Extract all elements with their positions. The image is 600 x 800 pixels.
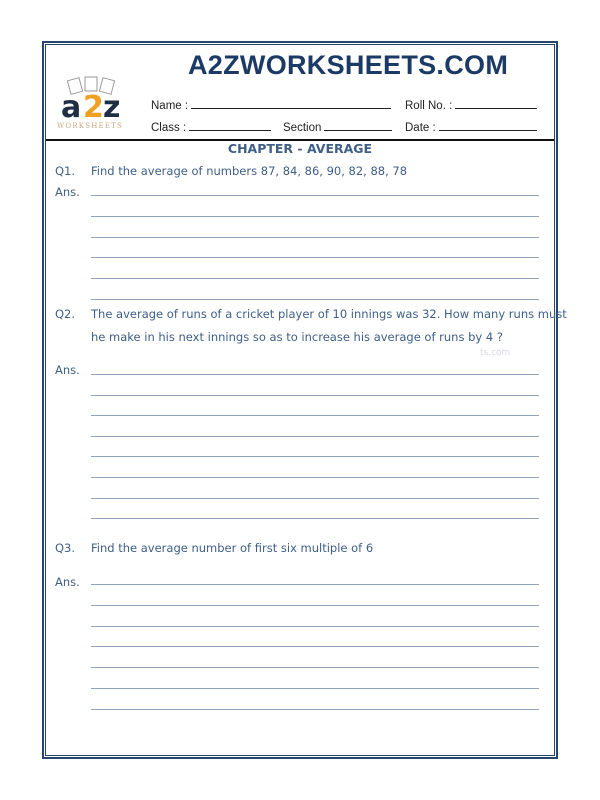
roll-blank[interactable] bbox=[455, 97, 537, 109]
q1-number: Q1. bbox=[55, 164, 76, 178]
answer-line[interactable] bbox=[91, 477, 539, 478]
class-blank[interactable] bbox=[189, 119, 271, 131]
q3-ans-label: Ans. bbox=[55, 575, 80, 589]
svg-text:2: 2 bbox=[83, 90, 104, 125]
answer-line[interactable] bbox=[91, 278, 539, 279]
roll-field[interactable]: Roll No. : bbox=[405, 97, 537, 112]
answer-line[interactable] bbox=[91, 667, 539, 668]
svg-text:z: z bbox=[103, 90, 121, 125]
answer-line[interactable] bbox=[91, 299, 539, 300]
a2z-logo bbox=[55, 75, 135, 130]
q2-ans-label: Ans. bbox=[55, 363, 80, 377]
q3-number: Q3. bbox=[55, 541, 76, 555]
answer-line[interactable] bbox=[91, 709, 539, 710]
answer-line[interactable] bbox=[91, 436, 539, 437]
q1-text: Find the average of numbers 87, 84, 86, 90, 82, 88, 78 bbox=[91, 164, 408, 178]
answer-line[interactable] bbox=[91, 237, 539, 238]
chapter-title: CHAPTER - AVERAGE bbox=[227, 141, 373, 156]
answer-line[interactable] bbox=[91, 374, 539, 375]
svg-text:WORKSHEETS: WORKSHEETS bbox=[57, 122, 124, 130]
answer-line[interactable] bbox=[91, 195, 539, 196]
svg-text:a: a bbox=[61, 90, 82, 125]
class-field[interactable]: Class : bbox=[151, 119, 271, 134]
answer-line[interactable] bbox=[91, 605, 539, 606]
answer-line[interactable] bbox=[91, 584, 539, 585]
answer-line[interactable] bbox=[91, 395, 539, 396]
q3-text: Find the average number of first six multiple of 6 bbox=[91, 541, 374, 555]
date-blank[interactable] bbox=[439, 119, 537, 131]
answer-line[interactable] bbox=[91, 626, 539, 627]
name-blank[interactable] bbox=[191, 97, 391, 109]
answer-line[interactable] bbox=[91, 456, 539, 457]
answer-line[interactable] bbox=[91, 257, 539, 258]
section-field[interactable]: Section bbox=[283, 119, 392, 134]
answer-line[interactable] bbox=[91, 688, 539, 689]
q1-ans-label: Ans. bbox=[55, 185, 80, 199]
q2-number: Q2. bbox=[55, 307, 76, 321]
name-field[interactable]: Name : bbox=[151, 97, 391, 112]
date-field[interactable]: Date : bbox=[405, 119, 537, 134]
section-blank[interactable] bbox=[324, 119, 392, 131]
site-title: A2ZWORKSHEETS.COM bbox=[188, 50, 509, 80]
answer-line[interactable] bbox=[91, 216, 539, 217]
answer-line[interactable] bbox=[91, 498, 539, 499]
answer-line[interactable] bbox=[91, 415, 539, 416]
q2-text: The average of runs of a cricket player of 10 innings was 32. How many runs must bbox=[91, 307, 567, 321]
q2-text-line2: he make in his next innings so as to increase his average of runs by 4 ? bbox=[91, 330, 503, 344]
answer-line[interactable] bbox=[91, 518, 539, 519]
watermark: ts.com bbox=[480, 348, 511, 358]
answer-line[interactable] bbox=[91, 646, 539, 647]
